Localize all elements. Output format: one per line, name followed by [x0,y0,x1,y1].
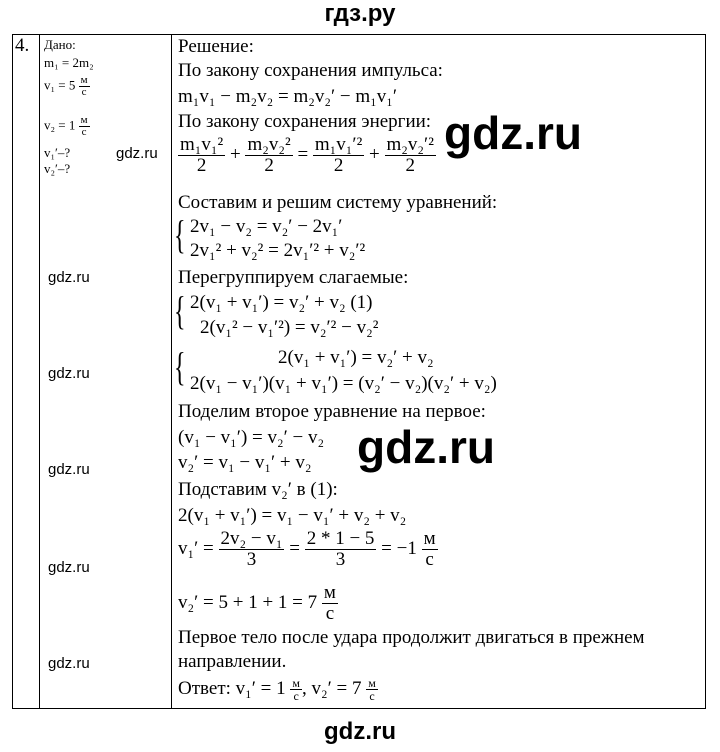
given-mass-relation: m₁ = 2m₂ [44,55,94,70]
equals-sign: = [297,143,309,165]
unit-den: с [425,549,434,570]
system1-a: 2v₁ − v₂ = v₂′ − 2v₁′ [190,216,343,237]
result-v2-unit [322,583,338,624]
answer-line [178,677,378,702]
answer-v1: Ответ: v₁′ = 1 [178,677,286,699]
given-v2-text: v₂ = 1 [44,117,76,133]
given-title: Дано: [44,37,76,52]
system3-b: 2(v₁ − v₁′)(v₁ + v₁′) = (v₂′ − v₂)(v₂′ + v₂) [190,373,497,394]
given-v1 [44,75,90,98]
frac-den: 2 [333,155,344,176]
frac-num: m₂v₂² [247,134,291,155]
unit-den: с [293,689,299,703]
given-column [40,35,172,709]
watermark-given-1: gdz.ru [116,145,158,162]
plus-sign: + [369,143,380,165]
brace-1: { [174,212,186,257]
system3-a: 2(v₁ + v₁′) = v₂′ + v₂ [278,347,434,368]
footer-watermark: gdz.ru [324,718,396,745]
answer-v1-unit [290,677,302,702]
watermark-given-5: gdz.ru [48,559,90,576]
result-v1-lhs: v₁′ = [178,537,214,559]
frac-den: 2 [264,155,274,176]
energy-frac-3 [313,135,364,176]
header-watermark: гдз.ру [324,0,396,27]
system1-b: 2v₁² + v₂² = 2v₁′² + v₂′² [190,240,366,261]
energy-frac-4 [385,135,436,176]
plus-sign: + [229,143,241,165]
frac-num: m₁v₁′² [314,134,363,155]
given-v2-unit [79,115,90,138]
unit-num: м [80,74,88,86]
answer-v2: , v₂′ = 7 [302,677,362,699]
watermark-big-2: gdz.ru [357,421,495,473]
answer-v2-unit [366,677,378,702]
frac-den: 3 [246,549,257,570]
result-frac-2 [305,529,377,570]
watermark-given-6: gdz.ru [48,655,90,672]
find-v1: v₁′–? [44,145,71,160]
divide-eq-2: v₂′ = v₁ − v₁′ + v₂ [178,452,312,473]
divide-eq-1: (v₁ − v₁′) = v₂′ − v₂ [178,427,325,448]
frac-num: 2 * 1 − 5 [306,528,375,549]
given-v1-unit [79,75,90,98]
solution-column [172,35,706,709]
substitute-text: Подставим v₂′ в (1): [178,479,338,500]
regroup-text: Перегруппируем слагаемые: [178,267,409,288]
system2-a: 2(v₁ + v₁′) = v₂′ + v₂ (1) [190,292,373,313]
momentum-text: По закону сохранения импульса: [178,60,443,81]
system-text: Составим и решим систему уравнений: [178,192,498,213]
unit-num: м [423,528,436,549]
brace-2: { [174,288,186,333]
frac-den: 3 [335,549,346,570]
result-frac-1 [219,529,285,570]
frac-num: m₂v₂′² [386,134,434,155]
unit-den: с [325,603,335,624]
conclusion-line-1: Первое тело после удара продолжит двигаться в прежнем [178,627,645,648]
unit-den: с [81,86,87,98]
unit-num: м [80,114,88,126]
frac-den: 2 [196,155,207,176]
frac-den: 2 [405,155,415,176]
result-v1-unit [422,529,438,570]
find-v2: v₂′–? [44,161,71,176]
substitute-eq: 2(v₁ + v₁′) = v₁ − v₁′ + v₂ + v₂ [178,505,407,526]
solution-title: Решение: [178,36,254,57]
result-v2 [178,583,338,624]
energy-eq [178,135,436,176]
system2-b: 2(v₁² − v₁′²) = v₂′² − v₂² [200,317,379,338]
energy-text: По закону сохранения энергии: [178,111,432,132]
divide-text: Поделим второе уравнение на первое: [178,401,486,422]
watermark-given-3: gdz.ru [48,365,90,382]
watermark-big-1: gdz.ru [444,107,582,159]
unit-num: м [323,582,336,603]
solution-table [12,34,706,709]
unit-den: с [369,689,375,703]
frac-num: m₁v₁² [180,134,224,155]
watermark-given-4: gdz.ru [48,461,90,478]
given-v1-text: v₁ = 5 [44,77,76,93]
brace-3: { [174,344,186,389]
energy-frac-1 [178,135,225,176]
unit-den: с [81,126,87,138]
frac-num: 2v₂ − v₁ [220,528,283,549]
unit-num: м [292,676,300,690]
watermark-given-2: gdz.ru [48,269,90,286]
equals-sign: = [289,537,300,559]
unit-num: м [368,676,376,690]
momentum-eq: m₁v₁ − m₂v₂ = m₂v₂′ − m₁v₁′ [178,86,398,107]
result-v1-value: = −1 [381,537,417,559]
conclusion-line-2: направлении. [178,651,287,672]
result-v1 [178,529,438,570]
result-v2-text: v₂′ = 5 + 1 + 1 = 7 [178,591,318,613]
given-v2 [44,115,90,138]
energy-frac-2 [245,135,292,176]
problem-number: 4. [13,35,40,709]
